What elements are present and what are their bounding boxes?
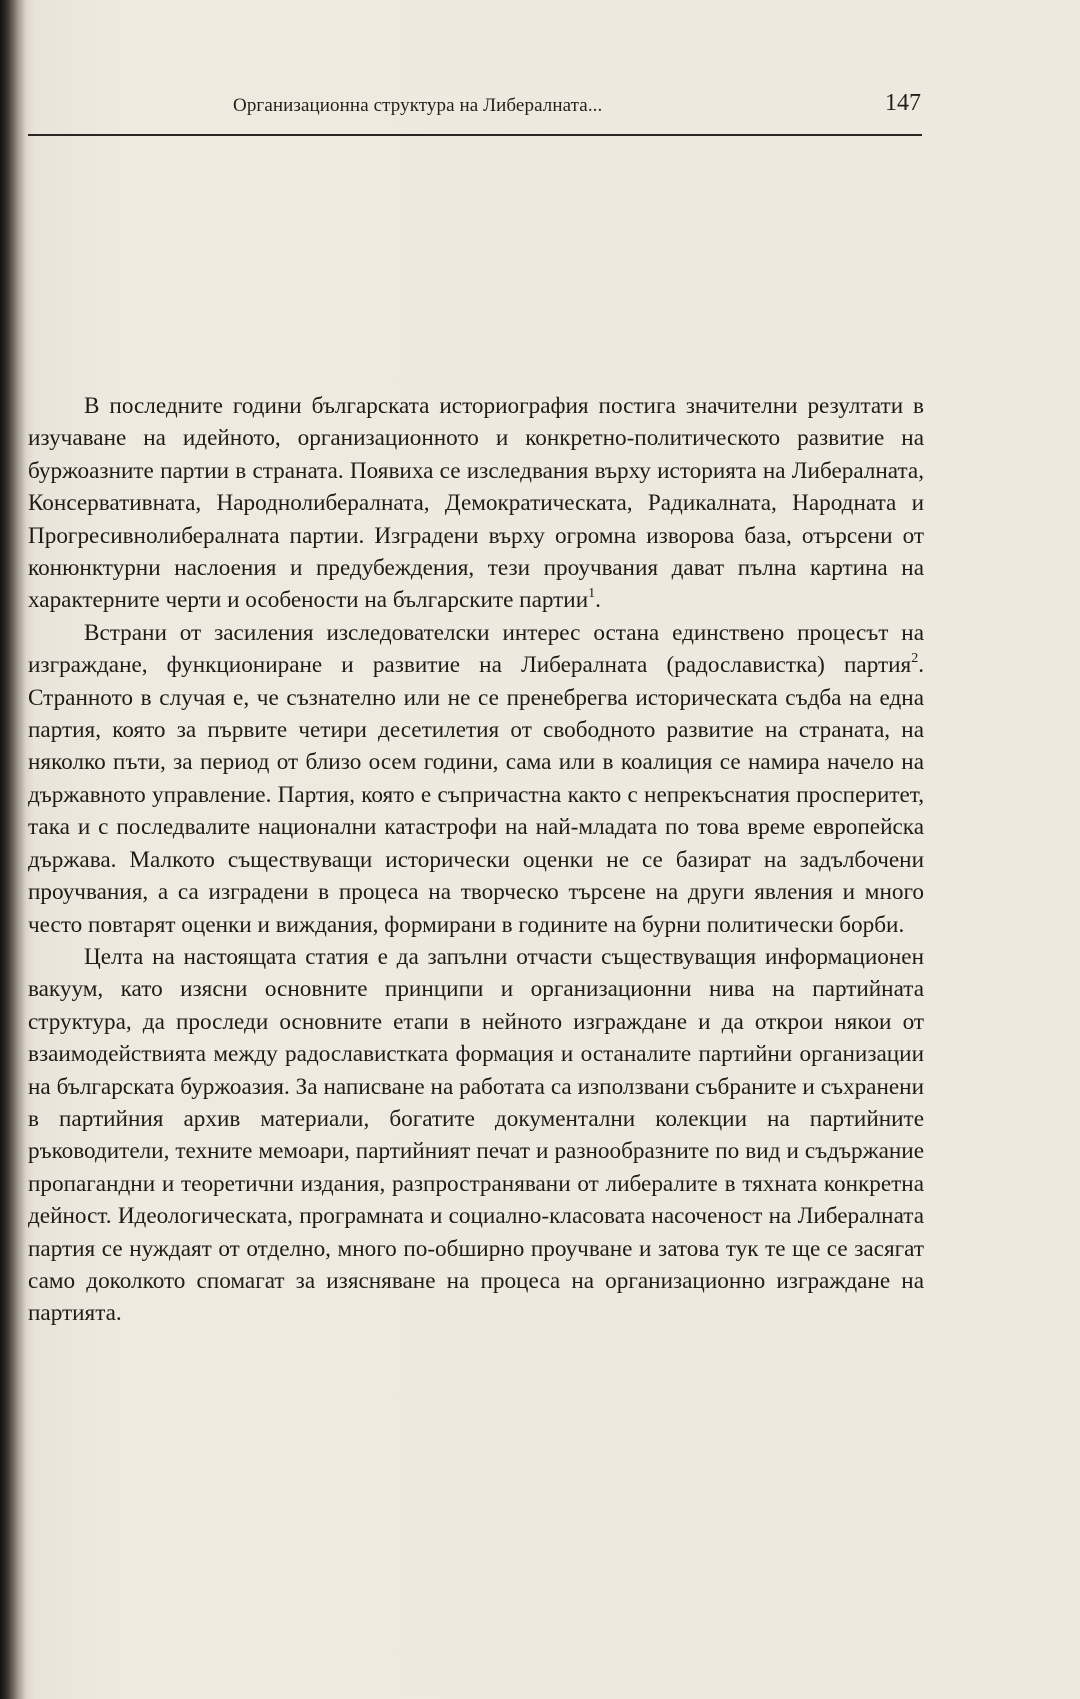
footnote-marker-2: 2 — [911, 650, 919, 666]
paragraph-1-text: В последните години българската историография постига значителни резултати в изучаване на идейното, организационното и конкретно-политическото развитие на буржоазните партии в страната. Появиха се изследвания върху историята на Либералната, Консервативната, Народнолибералната, Демократическата, Радикалната, Народната и Прогресивнолибералната партии. Изградени върху огромна изворова база, отърсени от конюнктурни наслоения и предубеждения, тези проучвания дават пълна картина на характерните черти и особености на българските партии — [28, 393, 924, 614]
paragraph-2-text-start: Встрани от засиления изследователски интерес остана единствено процесът на изграждане, функциониране и развитие на Либералната (радославистка) партия — [28, 619, 924, 679]
binding-shadow — [0, 0, 26, 1699]
footnote-marker-1: 1 — [588, 585, 596, 601]
article-body — [28, 390, 924, 1330]
paragraph-1 — [28, 390, 924, 617]
page-number: 147 — [885, 90, 921, 116]
paragraph-1-end: . — [595, 587, 601, 614]
paragraph-2 — [28, 617, 924, 941]
running-title: Организационна структура на Либералната... — [233, 95, 603, 116]
paragraph-2-text-end: . Странното в случая е, че съзнателно или не се пренебрегва историческата съдба на една партия, която за първите четири десетилетия от свободното развитие на страната, на няколко пъти, за период от близо осем години, сама или в коалиция се намира начело на държавното управление. Партия, която е съпричастна както с непрекъснатия просперитет, така и с последвалите национални катастрофи на най-младата по това време европейска държава. Малкото съществуващи исторически оценки не се базират на задълбочени проучвания, а са изградени в процеса на творческо търсене на други явления и много често повтарят оценки и виждания, формирани в годините на бурни политически борби. — [28, 652, 924, 938]
paragraph-3: Целта на настоящата статия е да запълни отчасти съществуващия информационен вакуум, като изясни основните принципи и организационни нива на партийната структура, да проследи основните етапи в нейното изграждане и да открои някои от взаимодействията между радославистката формация и останалите партийни организации на българската буржоазия. За написване на работата са използвани събраните и съхранени в партийния архив материали, богатите документални колекции на партийните ръководители, техните мемоари, партийният печат и разнообразните по вид и съдържание пропагандни и теоретични издания, разпространявани от либералите в тяхната конкретна дейност. Идеологическата, програмната и социално-класовата насоченост на Либералната партия се нуждаят от отделно, много по-обширно проучване и затова тук те ще се засягат само доколкото спомагат за изясняване на процеса на организационно изграждане на партията. — [28, 943, 924, 1327]
page-header — [28, 90, 922, 136]
